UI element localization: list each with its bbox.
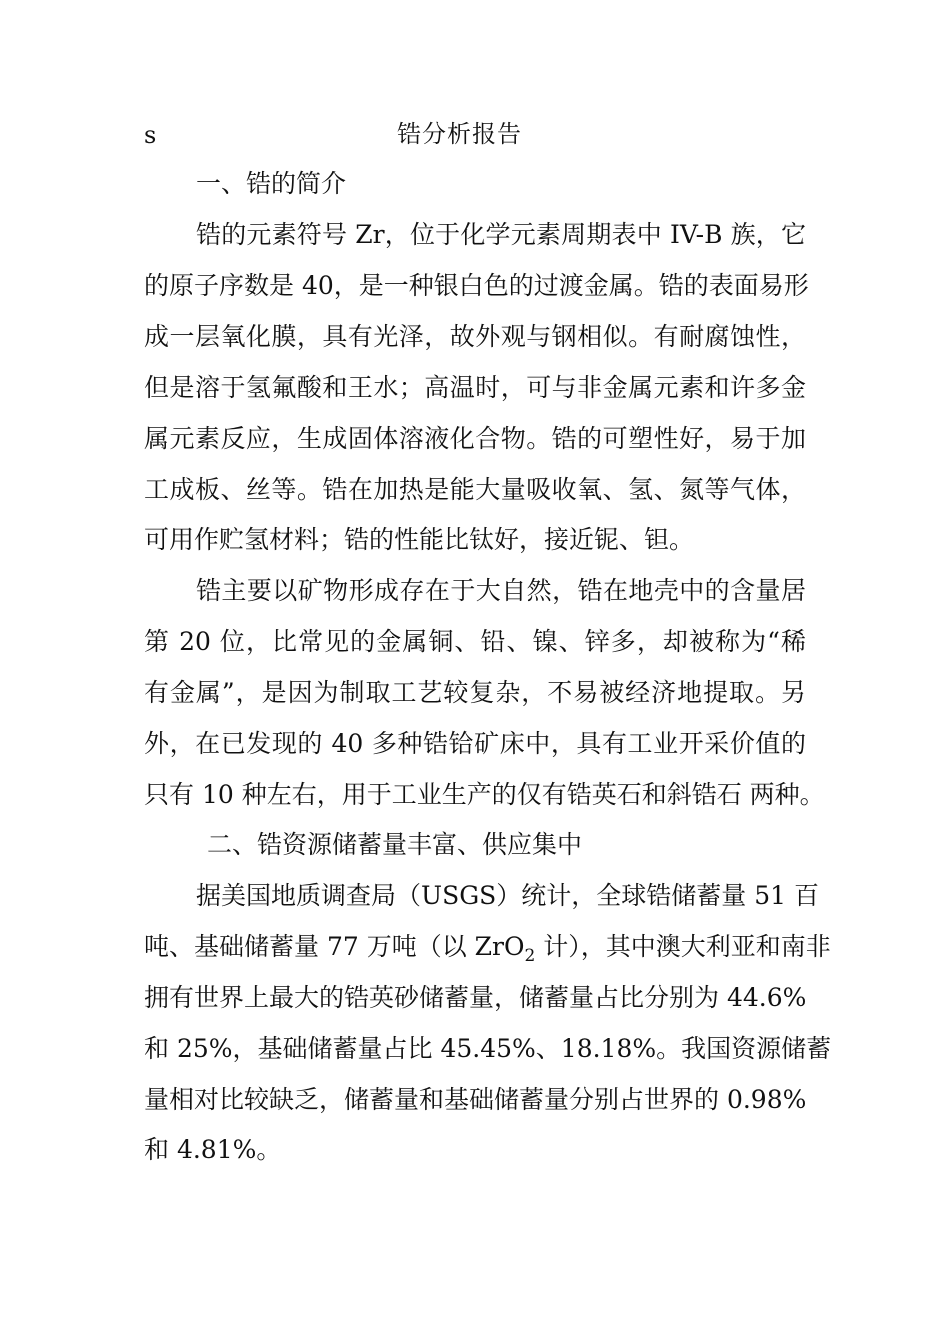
section-heading-intro: 一、锆的简介 — [196, 169, 347, 198]
paragraph-line: 锆主要以矿物形成存在于大自然，锆在地壳中的含量居 — [196, 576, 806, 605]
paragraph-line: 量相对比较缺乏，储蓄量和基础储蓄量分别占世界的 0.98% — [144, 1085, 807, 1114]
formula-text-before: 吨、基础储蓄量 77 万吨（以 ZrO — [144, 932, 525, 961]
paragraph-line: 锆的元素符号 Zr，位于化学元素周期表中 IV-B 族，它 — [196, 220, 806, 249]
paragraph-line: 有金属”，是因为制取工艺较复杂，不易被经济地提取。另 — [144, 678, 806, 707]
paragraph-line: 但是溶于氢氟酸和王水；高温时，可与非金属元素和许多金 — [144, 373, 806, 402]
formula-text-after: 计），其中澳大利亚和南非 — [535, 932, 831, 961]
paragraph-line: 和 4.81%。 — [144, 1135, 282, 1164]
paragraph-line: 只有 10 种左右，用于工业生产的仅有锆英石和斜锆石 两种。 — [144, 780, 825, 809]
paragraph-line: 的原子序数是 40，是一种银白色的过渡金属。锆的表面易形 — [144, 271, 809, 300]
paragraph-line-with-formula — [144, 929, 831, 965]
page-title: 锆分析报告 — [397, 120, 522, 148]
paragraph-line: 和 25%，基础储蓄量占比 45.45%、18.18%。我国资源储蓄 — [144, 1034, 832, 1063]
paragraph-line: 第 20 位，比常见的金属铜、铅、镍、锌多，却被称为“稀 — [144, 627, 806, 656]
paragraph-line: 成一层氧化膜，具有光泽，故外观与钢相似。有耐腐蚀性， — [144, 322, 806, 351]
page-marker: s — [144, 121, 157, 149]
paragraph-line: 外，在已发现的 40 多种锆铪矿床中，具有工业开采价值的 — [144, 729, 806, 758]
paragraph-line: 可用作贮氢材料；锆的性能比钛好，接近铌、钽。 — [144, 525, 695, 554]
formula-subscript: 2 — [524, 946, 536, 966]
paragraph-line: 拥有世界上最大的锆英砂储蓄量，储蓄量占比分别为 44.6% — [144, 983, 807, 1012]
section-heading-resources: 二、锆资源储蓄量丰富、供应集中 — [207, 830, 583, 859]
paragraph-line: 属元素反应，生成固体溶液化合物。锆的可塑性好，易于加 — [144, 424, 806, 453]
paragraph-line: 据美国地质调查局（USGS）统计，全球锆储蓄量 51 百 — [196, 881, 819, 910]
paragraph-line: 工成板、丝等。锆在加热是能大量吸收氧、氢、氮等气体， — [144, 475, 806, 504]
